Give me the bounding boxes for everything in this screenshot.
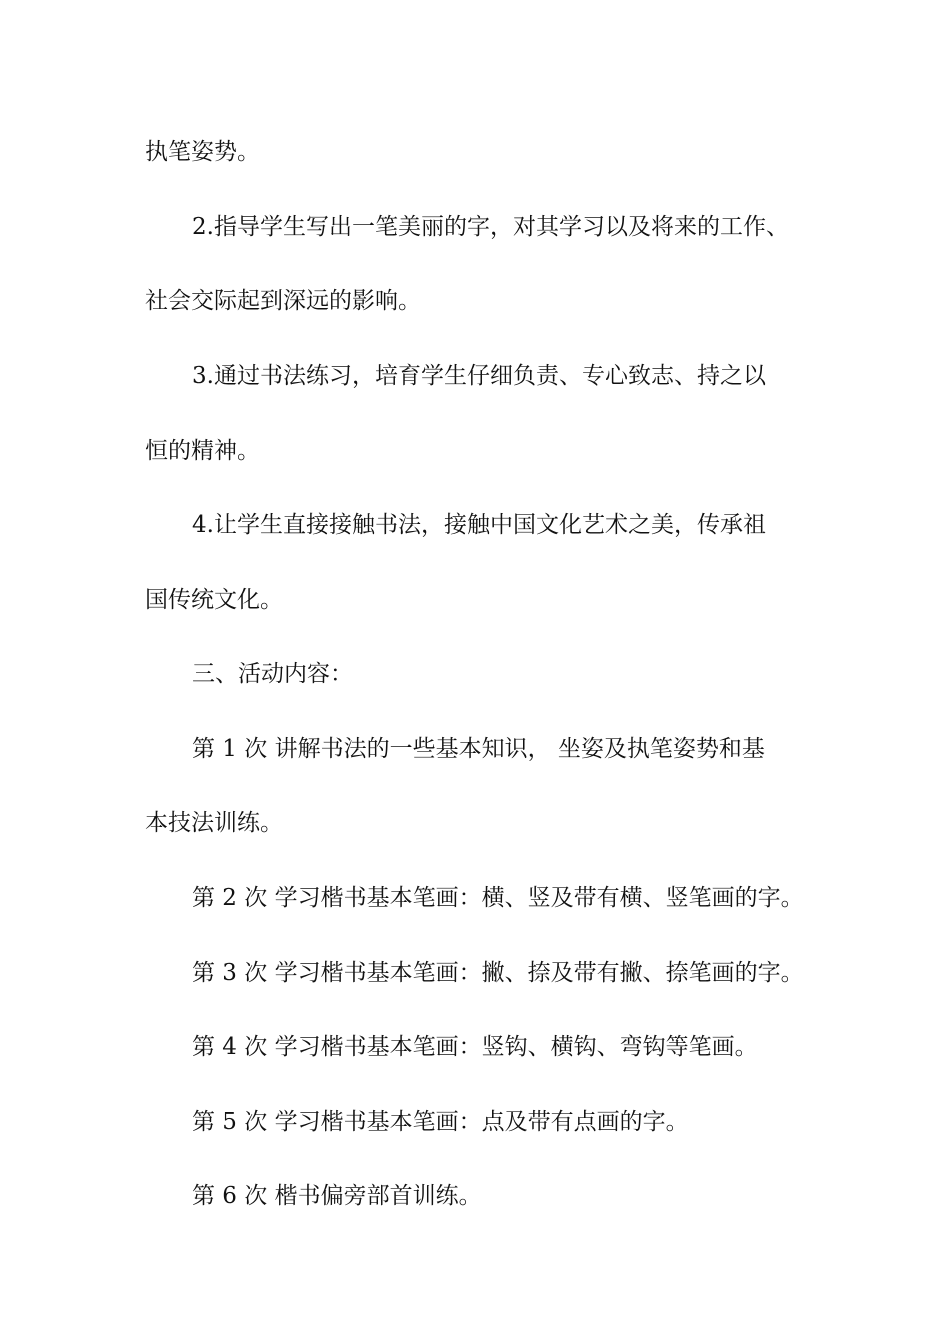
paragraph-line: 第 6 次 楷书偏旁部首训练。 bbox=[192, 1183, 482, 1209]
paragraph-line: 国传统文化。 bbox=[145, 587, 283, 613]
paragraph-line: 执笔姿势。 bbox=[145, 139, 260, 165]
paragraph-line: 第 3 次 学习楷书基本笔画：撇、捺及带有撇、捺笔画的字。 bbox=[192, 960, 804, 986]
paragraph-line: 社会交际起到深远的影响。 bbox=[145, 288, 421, 314]
paragraph-line: 第 2 次 学习楷书基本笔画：横、竖及带有横、竖笔画的字。 bbox=[192, 885, 804, 911]
paragraph-line: 第 4 次 学习楷书基本笔画：竖钩、横钩、弯钩等笔画。 bbox=[192, 1034, 758, 1060]
paragraph-line: 4.让学生直接接触书法，接触中国文化艺术之美，传承祖 bbox=[192, 512, 766, 538]
paragraph-line: 恒的精神。 bbox=[145, 438, 260, 464]
paragraph-line: 第 1 次 讲解书法的一些基本知识， 坐姿及执笔姿势和基 bbox=[192, 736, 765, 762]
paragraph-line: 2.指导学生写出一笔美丽的字，对其学习以及将来的工作、 bbox=[192, 214, 789, 240]
paragraph-line: 3.通过书法练习，培育学生仔细负责、专心致志、持之以 bbox=[192, 363, 766, 389]
paragraph-line: 本技法训练。 bbox=[145, 810, 283, 836]
section-heading: 三、活动内容： bbox=[192, 661, 353, 687]
paragraph-line: 第 5 次 学习楷书基本笔画：点及带有点画的字。 bbox=[192, 1109, 689, 1135]
